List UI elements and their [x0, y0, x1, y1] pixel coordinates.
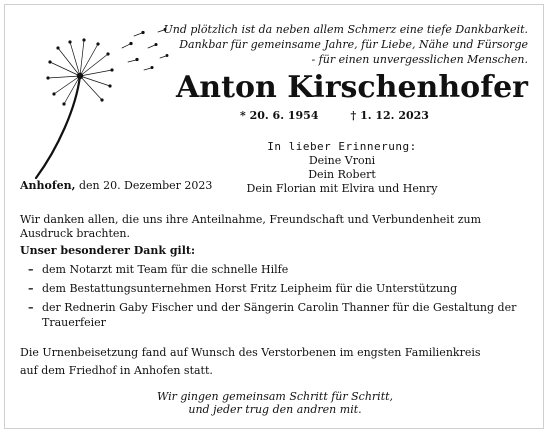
mourner-name: Deine Vroni: [308, 154, 376, 167]
closing-line: und jeder trug den andren mit.: [188, 403, 362, 416]
intro-text: [150, 22, 528, 67]
funeral-line: auf dem Friedhof in Anhofen statt.: [20, 364, 213, 377]
memory-lead: In lieber Erinnerung:: [267, 140, 417, 153]
intro-line: Dankbar für gemeinsame Jahre, für Liebe, Nähe und Fürsorge: [179, 38, 528, 51]
closing-verse: [90, 390, 460, 416]
mourners-block: [180, 140, 504, 196]
list-item: [20, 262, 525, 277]
birth-date: * 20. 6. 1954: [240, 109, 319, 122]
list-item-text: dem Notarzt mit Team für die schnelle Hilfe: [42, 263, 289, 276]
list-item-text: dem Bestattungsunternehmen Horst Fritz Leipheim für die Unterstützung: [42, 282, 458, 295]
thanks-all-text: Wir danken allen, die uns ihre Anteilnahme, Freundschaft und Verbundenheit zum Ausdruck brachten.: [20, 213, 482, 240]
dash-bullet: –: [28, 301, 34, 314]
life-dates: [240, 109, 429, 123]
death-date: † 1. 12. 2023: [350, 109, 429, 122]
special-thanks-list: [20, 262, 525, 334]
mourner-name: Dein Robert: [308, 168, 376, 181]
dash-bullet: –: [28, 263, 34, 276]
list-item: [20, 281, 525, 296]
intro-line: - für einen unvergesslichen Menschen.: [311, 53, 528, 66]
place-date: [20, 179, 212, 193]
special-thanks-heading: Unser besonderer Dank gilt:: [20, 244, 196, 257]
funeral-paragraph: [20, 344, 525, 380]
deceased-name: Anton Kirschenhofer: [176, 70, 528, 105]
place: Anhofen,: [20, 179, 76, 192]
closing-line: Wir gingen gemeinsam Schritt für Schritt,: [156, 390, 394, 403]
thanks-paragraph: [20, 213, 525, 241]
mourner-name: Dein Florian mit Elvira und Henry: [246, 182, 438, 195]
dash-bullet: –: [28, 282, 34, 295]
intro-line: Und plötzlich ist da neben allem Schmerz eine tiefe Dankbarkeit.: [163, 23, 528, 36]
date: den 20. Dezember 2023: [78, 179, 213, 192]
list-item: [20, 300, 525, 330]
funeral-line: Die Urnenbeisetzung fand auf Wunsch des Verstorbenen im engsten Familienkreis: [20, 346, 481, 359]
list-item-text: der Rednerin Gaby Fischer und der Sängerin Carolin Thanner für die Gestaltung der Trauerfeier: [42, 301, 517, 329]
